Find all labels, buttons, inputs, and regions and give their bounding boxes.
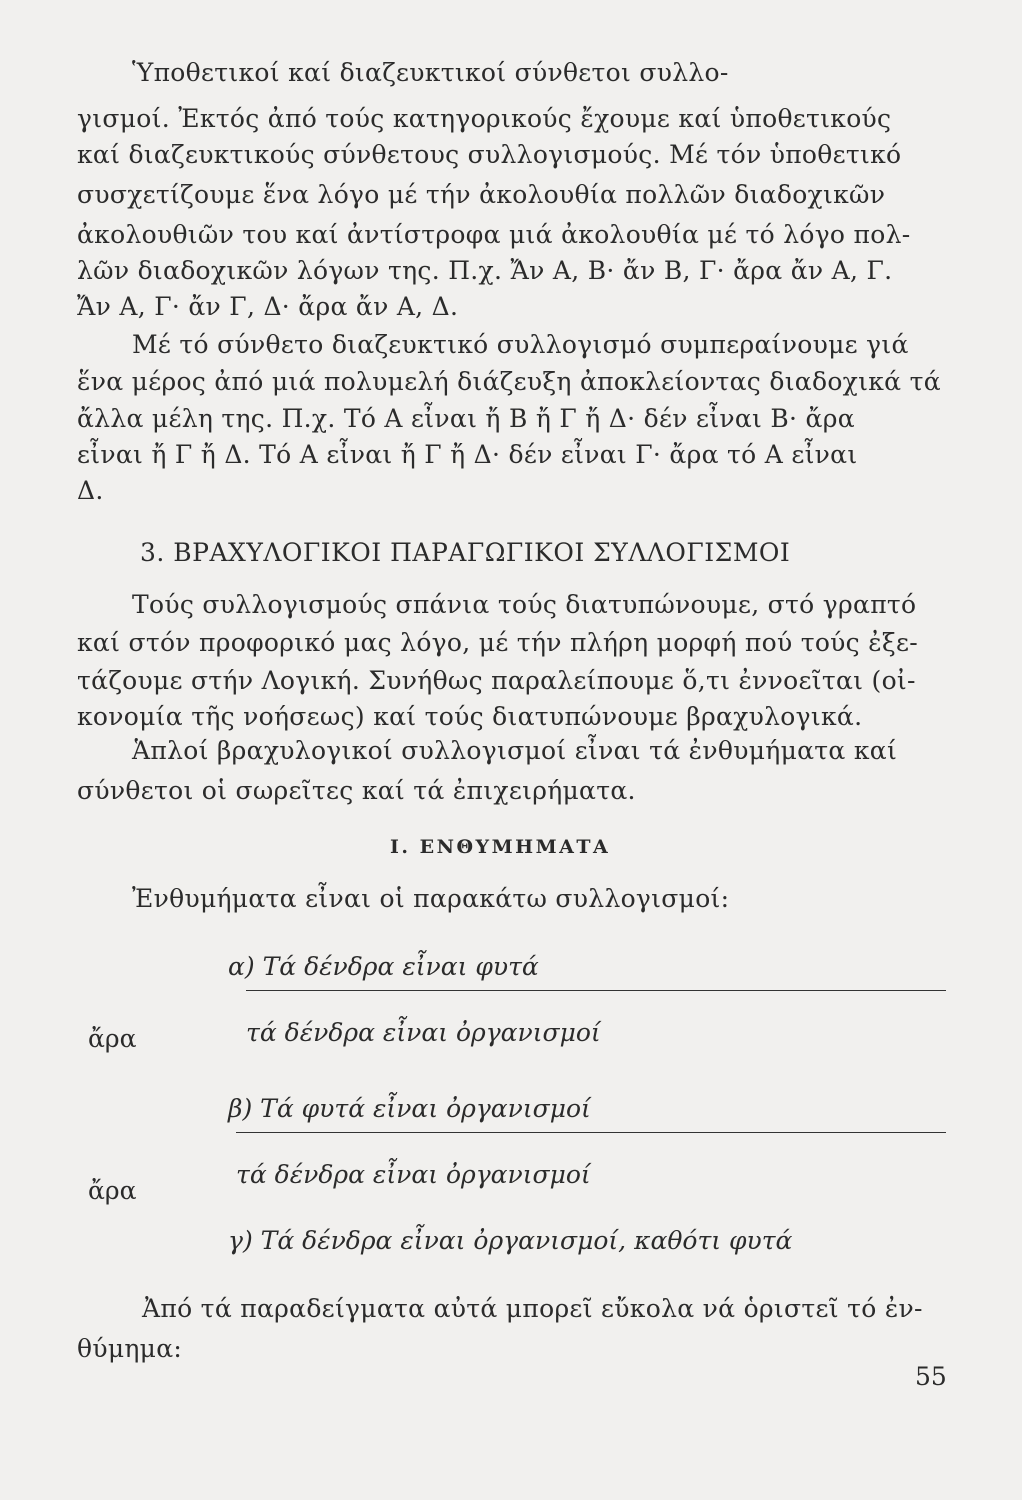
text-line: Ὑποθετικοί καί διαζευκτικοί σύνθετοι συλλο- (132, 58, 729, 87)
text-line: ἄλλα μέλη της. Π.χ. Τό Α εἶναι ἤ Β ἤ Γ ἤ Δ· δέν εἶναι Β· ἄρα (77, 404, 855, 433)
text-line: ἕνα μέρος ἀπό μιά πολυμελή διάζευξη ἀποκλείοντας διαδοχικά τά (77, 367, 941, 396)
text-line: τάζουμε στήν Λογική. Συνήθως παραλείπουμε ὅ,τι ἐννοεῖται (οἰ- (77, 666, 916, 695)
example-b-premise: β) Τά φυτά εἶναι ὀργανισμοί (228, 1094, 591, 1123)
text-line: Τούς συλλογισμούς σπάνια τούς διατυπώνουμε, στό γραπτό (132, 590, 917, 619)
example-b-conclusion: τά δένδρα εἶναι ὀργανισμοί (236, 1160, 591, 1189)
text-line: κονομία τῆς νοήσεως) καί τούς διατυπώνουμε βραχυλογικά. (77, 702, 863, 731)
subsection-heading: I. ΕΝΘΥΜΗΜΑΤΑ (390, 836, 611, 858)
text-line: γισμοί. Ἐκτός ἀπό τούς κατηγορικούς ἔχουμε καί ὑποθετικούς (77, 104, 892, 133)
page-number: 55 (915, 1362, 947, 1391)
example-a-premise: α) Τά δένδρα εἶναι φυτά (228, 952, 539, 981)
text-line: Ἄν Α, Γ· ἄν Γ, Δ· ἄρα ἄν Α, Δ. (77, 292, 459, 321)
therefore-label: ἄρα (88, 1176, 137, 1205)
syllogism-rule (246, 990, 946, 991)
text-line: καί διαζευκτικούς σύνθετους συλλογισμούς. Μέ τόν ὑποθετικό (77, 140, 902, 169)
text-line: θύμημα: (77, 1334, 183, 1363)
syllogism-rule (236, 1132, 946, 1133)
text-line: λῶν διαδοχικῶν λόγων της. Π.χ. Ἄν Α, Β· ἄν Β, Γ· ἄρα ἄν Α, Γ. (77, 256, 893, 285)
text-line: Μέ τό σύνθετο διαζευκτικό συλλογισμό συμπεραίνουμε γιά (132, 330, 909, 359)
therefore-label: ἄρα (88, 1024, 137, 1053)
text-line: Δ. (77, 476, 104, 505)
text-line: Ἀπό τά παραδείγματα αὐτά μπορεῖ εὔκολα νά ὁριστεῖ τό ἐν- (142, 1294, 923, 1323)
section-heading: 3. ΒΡΑΧΥΛΟΓΙΚΟΙ ΠΑΡΑΓΩΓΙΚΟΙ ΣΥΛΛΟΓΙΣΜΟΙ (140, 538, 791, 567)
text-line: σύνθετοι οἱ σωρεῖτες καί τά ἐπιχειρήματα. (77, 776, 636, 805)
text-line: καί στόν προφορικό μας λόγο, μέ τήν πλήρη μορφή πού τούς ἐξε- (77, 628, 919, 657)
example-g-line: γ) Τά δένδρα εἶναι ὀργανισμοί, καθότι φυτά (228, 1226, 793, 1255)
example-a-conclusion: τά δένδρα εἶναι ὀργανισμοί (246, 1018, 601, 1047)
text-line: ἀκολουθιῶν του καί ἀντίστροφα μιά ἀκολουθία μέ τό λόγο πολ- (77, 220, 911, 249)
text-line: εἶναι ἤ Γ ἤ Δ. Τό Α εἶναι ἤ Γ ἤ Δ· δέν εἶναι Γ· ἄρα τό Α εἶναι (77, 440, 858, 469)
text-line: Ἐνθυμήματα εἶναι οἱ παρακάτω συλλογισμοί: (132, 884, 730, 913)
text-line: συσχετίζουμε ἕνα λόγο μέ τήν ἀκολουθία πολλῶν διαδοχικῶν (77, 180, 886, 209)
text-line: Ἁπλοί βραχυλογικοί συλλογισμοί εἶναι τά ἐνθυμήματα καί (132, 736, 898, 765)
